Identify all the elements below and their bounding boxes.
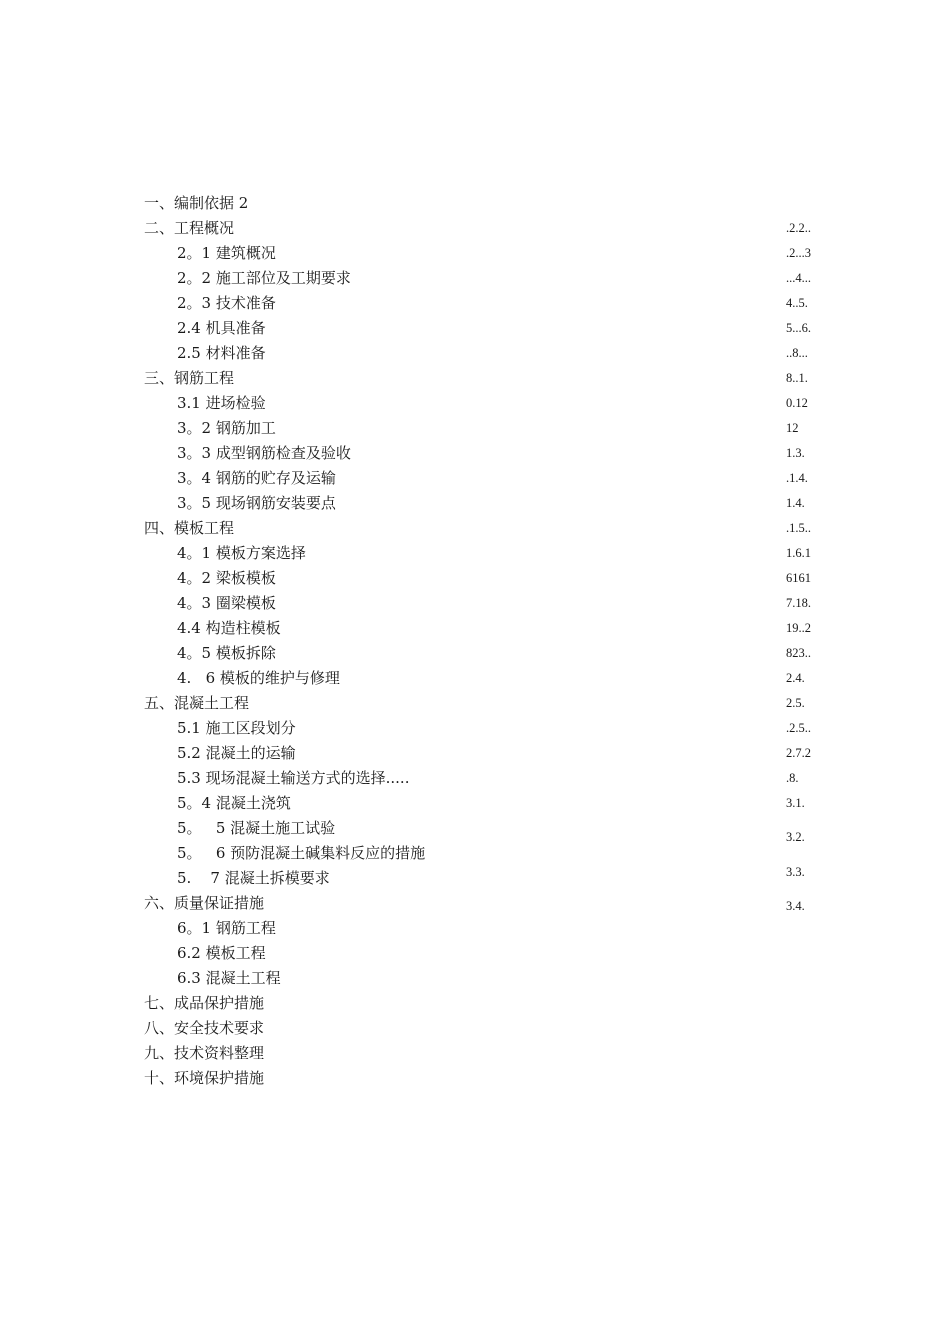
toc-entry: 4。2 梁板模板 xyxy=(177,569,276,587)
toc-entry: 4。3 圈梁模板 xyxy=(177,594,276,612)
page-ref: .2.5.. xyxy=(786,721,811,735)
toc-entry: 八、安全技术要求 xyxy=(144,1019,265,1037)
toc-entry: 十、环境保护措施 xyxy=(144,1069,265,1087)
toc-entry: 4。1 模板方案选择 xyxy=(177,544,306,562)
toc-entry: 5.3 现场混凝土输送方式的选择..... xyxy=(177,769,410,787)
toc-entry: 3。4 钢筋的贮存及运输 xyxy=(177,469,336,487)
toc-entry: 一、编制依据 2 xyxy=(144,194,249,212)
page-ref: 3.1. xyxy=(786,796,805,810)
page-ref: 2.5. xyxy=(786,696,805,710)
toc-entry: 4.4 构造柱模板 xyxy=(177,619,281,637)
toc-entry: 5.2 混凝土的运输 xyxy=(177,744,296,762)
toc-entry: 四、模板工程 xyxy=(144,519,235,537)
page-ref: 12 xyxy=(786,421,799,435)
toc-entry: 五、混凝土工程 xyxy=(144,694,250,712)
toc-entry: 5.1 施工区段划分 xyxy=(177,719,296,737)
page-ref: 2.4. xyxy=(786,671,805,685)
page-ref: ..8... xyxy=(786,346,808,360)
toc-entry: 5。 6 预防混凝土碱集料反应的措施 xyxy=(177,844,426,862)
page-ref: 19..2 xyxy=(786,621,811,635)
page-ref: .2...3 xyxy=(786,246,811,260)
page-ref: 4..5. xyxy=(786,296,808,310)
page-ref: .8. xyxy=(786,771,799,785)
toc-entry: 5。4 混凝土浇筑 xyxy=(177,794,291,812)
page-ref: 3.2. xyxy=(786,830,805,844)
toc-entry: 3。5 现场钢筋安装要点 xyxy=(177,494,336,512)
page-ref: ...4... xyxy=(786,271,811,285)
toc-entry: 6.3 混凝土工程 xyxy=(177,969,281,987)
page-ref: 2.7.2 xyxy=(786,746,811,760)
toc-entry: 3。3 成型钢筋检查及验收 xyxy=(177,444,351,462)
page-ref: 1.6.1 xyxy=(786,546,811,560)
page-ref: .1.4. xyxy=(786,471,808,485)
toc-entry: 4. 6 模板的维护与修理 xyxy=(177,669,340,687)
toc-entry: 2。3 技术准备 xyxy=(177,294,276,312)
page-ref: 6161 xyxy=(786,571,811,585)
toc-entry: 三、钢筋工程 xyxy=(144,369,235,387)
page-ref: 3.3. xyxy=(786,865,805,879)
toc-entry: 5. 7 混凝土拆模要求 xyxy=(177,869,330,887)
toc-entry: 二、工程概况 xyxy=(144,219,235,237)
page-ref: 0.12 xyxy=(786,396,808,410)
page-ref: .1.5.. xyxy=(786,521,811,535)
page-ref: 1.4. xyxy=(786,496,805,510)
page-ref: 3.4. xyxy=(786,899,805,913)
toc-entry: 3.1 进场检验 xyxy=(177,394,266,412)
page-ref: 1.3. xyxy=(786,446,805,460)
toc-entry: 5。 5 混凝土施工试验 xyxy=(177,819,336,837)
toc-entry: 2.4 机具准备 xyxy=(177,319,266,337)
page-ref: 823.. xyxy=(786,646,811,660)
page-ref: .2.2.. xyxy=(786,221,811,235)
toc-entry: 4。5 模板拆除 xyxy=(177,644,276,662)
toc-entry: 七、成品保护措施 xyxy=(144,994,265,1012)
toc-entry: 2。2 施工部位及工期要求 xyxy=(177,269,351,287)
toc-entry: 6.2 模板工程 xyxy=(177,944,266,962)
toc-entry: 九、技术资料整理 xyxy=(144,1044,265,1062)
page-ref: 8..1. xyxy=(786,371,808,385)
toc-entry: 2.5 材料准备 xyxy=(177,344,266,362)
toc-entry: 3。2 钢筋加工 xyxy=(177,419,276,437)
toc-entry: 6。1 钢筋工程 xyxy=(177,919,276,937)
page-ref: 5...6. xyxy=(786,321,811,335)
toc-entry: 2。1 建筑概况 xyxy=(177,244,276,262)
toc-entry: 六、质量保证措施 xyxy=(144,894,265,912)
page-ref: 7.18. xyxy=(786,596,811,610)
